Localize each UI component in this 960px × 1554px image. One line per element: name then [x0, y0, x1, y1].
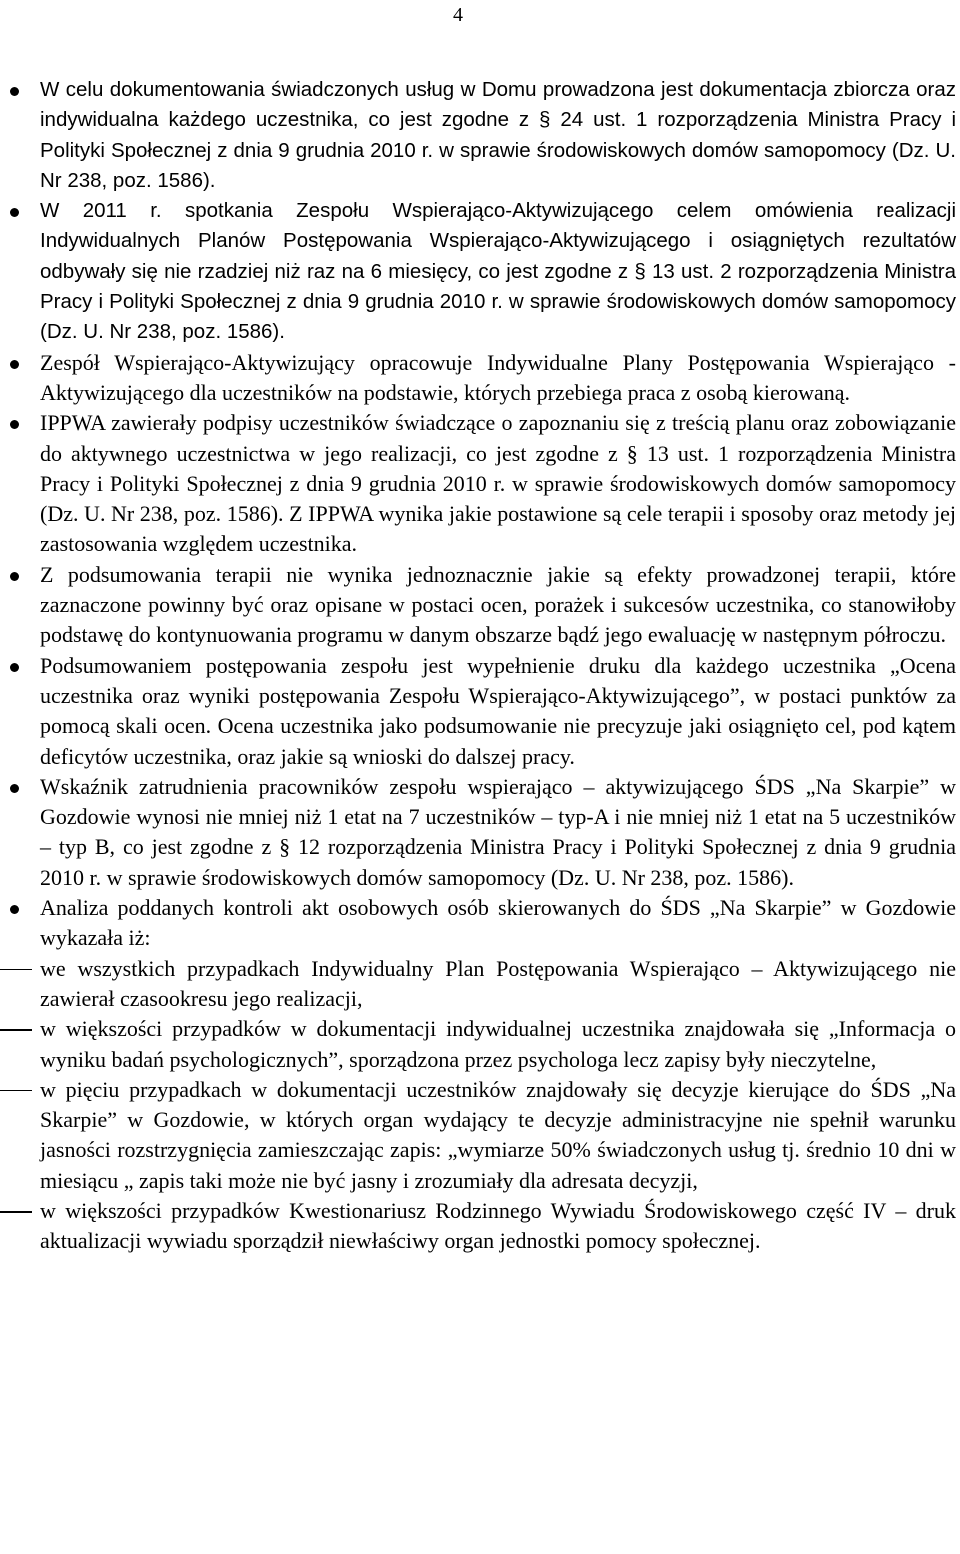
list-item [0, 196, 956, 347]
bullet-icon [10, 572, 19, 581]
bullet-icon [10, 784, 19, 793]
list-item-text: Wskaźnik zatrudnienia pracowników zespołu wspierająco – aktywizującego ŚDS „Na Skarpie” w Gozdowie wynosi nie mniej niż 1 etat na 7 uczestników – typ-A i nie mniej niż 1 etat na 5 uczestników – typ B, co jest zgodne z § 12 rozporządzenia Ministra Pracy i Polityki Społecznej z dnia 9 grudnia 2010 r. w sprawie środowiskowych domów samopomocy (Dz. U. Nr 238, poz. 1586). [40, 773, 956, 890]
sub-list-item [0, 1196, 956, 1257]
list-item [0, 408, 956, 559]
list-item [0, 893, 956, 954]
sub-list-item-text: we wszystkich przypadkach Indywidualny Plan Postępowania Wspierająco – Aktywizującego nie zawierał czasookresu jego realizacji, [40, 955, 956, 1011]
list-item-text: Analiza poddanych kontroli akt osobowych osób skierowanych do ŚDS „Na Skarpie” w Gozdowie wykazała iż: [40, 895, 956, 951]
page-number: 4 [453, 4, 463, 26]
sub-list-item-text: w pięciu przypadkach w dokumentacji uczestników znajdowały się decyzje kierujące do ŚDS „Na Skarpie” w Gozdowie, w których organ wydający te decyzje administracyjne nie spełnił warunku jasności rozstrzygnięcia zamieszczając zapis: „wymiarze 50% świadczonych usług tj. średnio 10 dni w miesiącu „ zapis taki może nie być jasny i zrozumiały dla adresata decyzji, [40, 1076, 956, 1193]
list-item-text: W celu dokumentowania świadczonych usług w Domu prowadzona jest dokumentacja zbiorcza oraz indywidualna każdego uczestnika, co jest zgodne z § 24 ust. 1 rozporządzenia Ministra Pracy i Polityki Społecznej z dnia 9 grudnia 2010 r. w sprawie środowiskowych domów samopomocy (Dz. U. Nr 238, poz. 1586). [40, 78, 956, 192]
list-item [0, 348, 956, 409]
list-item [0, 560, 956, 651]
dash-icon [0, 969, 32, 971]
sub-list-item [0, 1014, 956, 1075]
sub-list-item [0, 1075, 956, 1196]
list-item-text: Z podsumowania terapii nie wynika jednoznacznie jakie są efekty prowadzonej terapii, które zaznaczone powinny być oraz opisane w postaci ocen, porażek i sukcesów uczestnika, co stanowiłoby podstawę do kontynuowania programu w danym obszarze bądź jego ewaluację w następnym półroczu. [40, 561, 956, 648]
list-item-text: IPPWA zawierały podpisy uczestników świadczące o zapoznaniu się z treścią planu oraz zobowiązanie do aktywnego uczestnictwa w jego realizacji, co jest zgodne z § 13 ust. 1 rozporządzenia Ministra Pracy i Polityki Społecznej z dnia 9 grudnia 2010 r. w sprawie środowiskowych domów samopomocy (Dz. U. Nr 238, poz. 1586). Z IPPWA wynika jakie postawione są cele terapii i sposoby oraz metody jej zastosowania względem uczestnika. [40, 410, 956, 557]
list-item [0, 651, 956, 772]
list-item [0, 75, 956, 196]
list-item-text: Podsumowaniem postępowania zespołu jest wypełnienie druku dla każdego uczestnika „Ocena uczestnika oraz wyniki postępowania Zespołu Wspierająco-Aktywizującego”, w postaci punktów za pomocą skali ocen. Ocena uczestnika jako podsumowanie nie precyzuje jaki osiągnięto cel, pod kątem deficytów uczestnika, oraz jakie są wnioski do dalszej pracy. [40, 652, 956, 769]
list-item-text: W 2011 r. spotkania Zespołu Wspierająco-Aktywizującego celem omówienia realizacji Indywidualnych Planów Postępowania Wspierająco-Aktywizującego i osiągniętych rezultatów odbywały się nie rzadziej niż raz na 6 miesięcy, co jest zgodne z § 13 ust. 2 rozporządzenia Ministra Pracy i Polityki Społecznej z dnia 9 grudnia 2010 r. w sprawie środowiskowych domów samopomocy (Dz. U. Nr 238, poz. 1586). [40, 199, 956, 344]
bullet-icon [10, 420, 19, 429]
bullet-icon [10, 663, 19, 672]
bullet-icon [10, 360, 19, 369]
bullet-icon [10, 905, 19, 914]
bullet-icon [10, 87, 19, 96]
list-item [0, 772, 956, 893]
sub-list-item-text: w większości przypadków w dokumentacji indywidualnej uczestnika znajdowała się „Informacja o wyniku badań psychologicznych”, sporządzona przez psychologa lecz zapisy były nieczytelne, [40, 1016, 956, 1072]
dash-icon [0, 1029, 32, 1031]
dash-icon [0, 1211, 32, 1213]
sub-list-item [0, 954, 956, 1015]
bullet-icon [10, 208, 19, 217]
findings-list [0, 75, 960, 1257]
list-item-text: Zespół Wspierająco-Aktywizujący opracowuje Indywidualne Plany Postępowania Wspierająco - Aktywizującego dla uczestników na podstawie, których przebiega praca z osobą kierowaną. [40, 349, 956, 405]
dash-icon [0, 1090, 32, 1092]
sub-list-item-text: w większości przypadków Kwestionariusz Rodzinnego Wywiadu Środowiskowego część IV – druk aktualizacji wywiadu sporządził niewłaściwy organ jednostki pomocy społecznej. [40, 1197, 956, 1254]
